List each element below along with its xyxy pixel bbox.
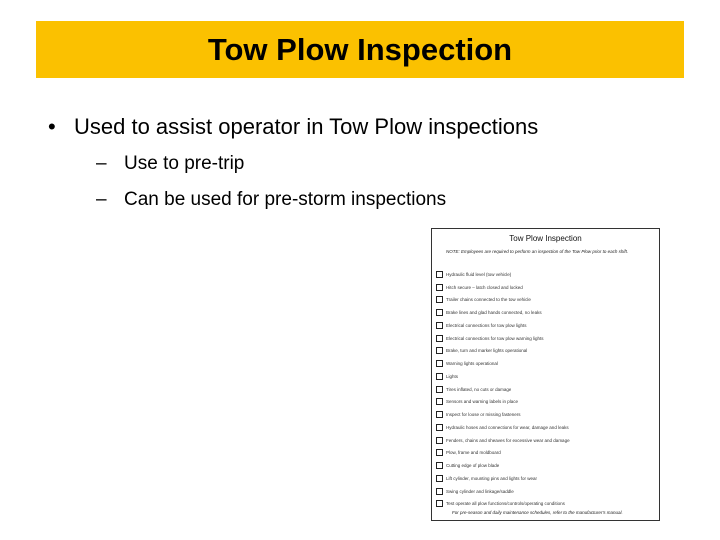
- checklist-item-label: Tires inflated, no cuts or damage: [446, 386, 512, 392]
- checklist-item: [436, 472, 655, 485]
- checkbox-icon: [436, 271, 443, 278]
- checklist-item: [436, 281, 655, 294]
- checkbox-icon: [436, 437, 443, 444]
- slide-title: Tow Plow Inspection: [207, 31, 513, 67]
- checkbox-icon: [436, 488, 443, 495]
- checklist-item-label: Plow, frame and moldboard: [446, 450, 501, 456]
- checkbox-icon: [436, 398, 443, 405]
- sub-bullet: [96, 153, 244, 175]
- checklist-item: [436, 268, 655, 281]
- checklist-item-label: Hydraulic fluid level (tow vehicle): [446, 271, 512, 277]
- title-bar: [36, 21, 684, 78]
- checklist-item: [436, 306, 655, 319]
- checklist-item-label: Inspect for loose or missing fasteners: [446, 412, 521, 418]
- checkbox-icon: [436, 347, 443, 354]
- checkbox-icon: [436, 322, 443, 329]
- checklist-item: [436, 345, 655, 358]
- form-checklist: [436, 268, 655, 510]
- checkbox-icon: [436, 449, 443, 456]
- checklist-item-label: Sensors and warning labels in place: [446, 399, 519, 405]
- checklist-item-label: Lift cylinder, mounting pins and lights for wear: [446, 475, 538, 481]
- checklist-item: [436, 357, 655, 370]
- form-note: NOTE: Employees are required to perform an inspection of the Tow Plow prior to each shift.: [446, 249, 629, 254]
- checklist-item: [436, 332, 655, 345]
- checklist-item: [436, 408, 655, 421]
- checklist-item-label: Hitch secure – latch closed and locked: [446, 284, 523, 290]
- checklist-item: [436, 485, 655, 498]
- checklist-item-label: Hydraulic hoses and connections for wear, damage and leaks: [446, 424, 569, 430]
- checklist-item-label: Brake, turn and marker lights operational: [446, 348, 528, 354]
- main-bullet: [48, 114, 538, 140]
- checklist-item-label: Brake lines and glad hands connected, no leaks: [446, 310, 542, 316]
- checklist-item-label: Warning lights operational: [446, 361, 498, 367]
- checkbox-icon: [436, 386, 443, 393]
- checkbox-icon: [436, 335, 443, 342]
- checklist-item-label: Test operate all plow functions/controls/operating conditions: [446, 501, 565, 507]
- main-bullet-text: Used to assist operator in Tow Plow inspections: [74, 114, 539, 139]
- sub-bullet: [96, 189, 446, 211]
- checklist-item: [436, 294, 655, 307]
- checklist-item-label: Swing cylinder and linkage/saddle: [446, 488, 514, 494]
- checkbox-icon: [436, 360, 443, 367]
- checklist-item-label: Fenders, chains and sheaves for excessive wear and damage: [446, 437, 570, 443]
- sub-bullet-text: Can be used for pre-storm inspections: [124, 189, 447, 210]
- checklist-item: [436, 434, 655, 447]
- inspection-form-image: [431, 228, 660, 521]
- checkbox-icon: [436, 475, 443, 482]
- sub-bullet-text: Use to pre-trip: [124, 153, 245, 174]
- checkbox-icon: [436, 424, 443, 431]
- checklist-item: [436, 459, 655, 472]
- checkbox-icon: [436, 284, 443, 291]
- checkbox-icon: [436, 296, 443, 303]
- form-footer: For pre-season and daily maintenance schedules, refer to the manufacturer's manual.: [452, 510, 623, 515]
- checkbox-icon: [436, 309, 443, 316]
- checklist-item: [436, 370, 655, 383]
- form-title: Tow Plow Inspection: [509, 234, 582, 243]
- sub-bullet-marker: –: [96, 189, 107, 210]
- checklist-item: [436, 319, 655, 332]
- checklist-item: [436, 421, 655, 434]
- checkbox-icon: [436, 411, 443, 418]
- checklist-item: [436, 498, 655, 511]
- checklist-item-label: Electrical connections for tow plow lights: [446, 322, 527, 328]
- checklist-item-label: Electrical connections for tow plow warning lights: [446, 335, 544, 341]
- sub-bullet-marker: –: [96, 153, 107, 174]
- checkbox-icon: [436, 500, 443, 507]
- checklist-item: [436, 396, 655, 409]
- checklist-item: [436, 447, 655, 460]
- checklist-item: [436, 383, 655, 396]
- checklist-item-label: Cutting edge of plow blade: [446, 463, 500, 469]
- checklist-item-label: Lights: [446, 373, 459, 379]
- checkbox-icon: [436, 462, 443, 469]
- bullet-marker: •: [48, 114, 56, 139]
- checkbox-icon: [436, 373, 443, 380]
- checklist-item-label: Trailer chains connected to the tow vehicle: [446, 297, 531, 303]
